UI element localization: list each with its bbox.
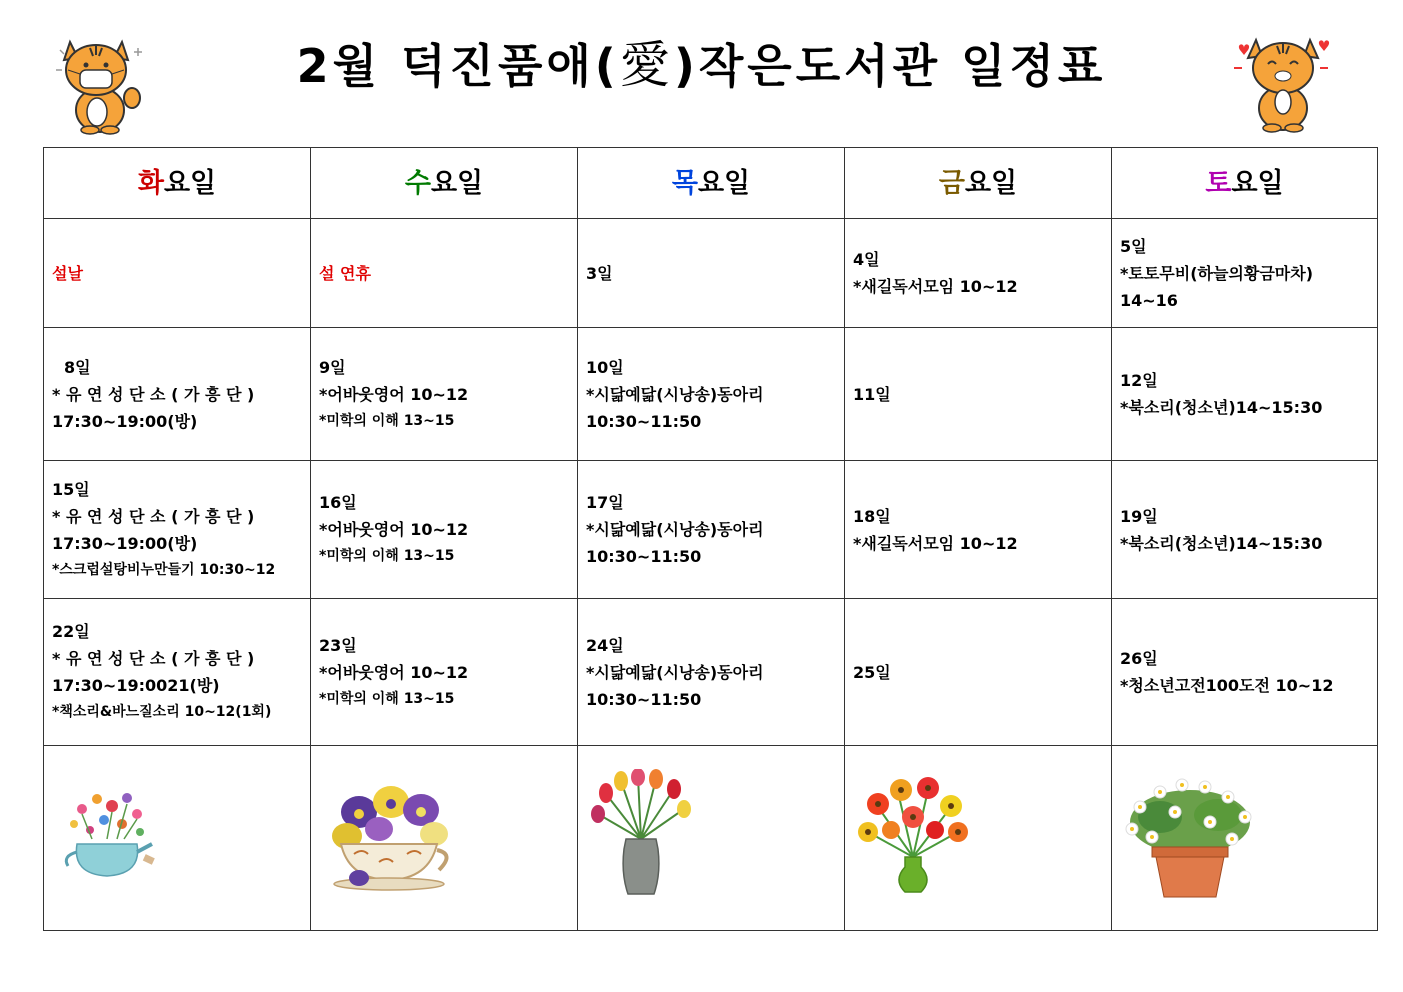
day-cell xyxy=(1112,219,1378,328)
event-line: 17:30~19:0021(방) xyxy=(52,676,220,695)
day-cell xyxy=(578,461,845,599)
event-line: *미학의 이해 13~15 xyxy=(319,412,455,429)
event-line: 14~16 xyxy=(1120,290,1178,310)
day-label: 23일 xyxy=(319,635,357,655)
day-label: 9일 xyxy=(319,357,346,377)
event-line: 10:30~11:50 xyxy=(586,689,702,709)
tiger-mascot-right xyxy=(1228,28,1338,133)
event-line: *스크럽설탕비누만들기 10:30~12 xyxy=(52,561,276,578)
flower-cell xyxy=(44,746,311,931)
header-saturday xyxy=(1112,148,1378,219)
flower-cell xyxy=(1112,746,1378,931)
header-friday xyxy=(845,148,1112,219)
day-label: 10일 xyxy=(586,357,624,377)
event-line: *어바웃영어 10~12 xyxy=(319,520,469,539)
schedule-table xyxy=(43,147,1378,931)
event-line: 10:30~11:50 xyxy=(586,547,702,566)
event-line: 17:30~19:00(방) xyxy=(52,411,198,431)
day-cell xyxy=(311,461,578,599)
header-day-suffix: 요일 xyxy=(1231,167,1284,199)
event-line: *미학의 이해 13~15 xyxy=(319,690,455,707)
week-row-4 xyxy=(44,599,1378,746)
page-title xyxy=(0,30,1403,101)
day-label: 24일 xyxy=(586,635,624,655)
event-line: *책소리&바느질소리 10~12(1회) xyxy=(52,704,272,720)
header-row xyxy=(44,148,1378,219)
day-cell xyxy=(1112,599,1378,746)
event-line: *시닮예닮(시낭송)동아리 xyxy=(586,384,764,404)
day-cell xyxy=(44,328,311,461)
gerbera-vase-image xyxy=(853,772,973,897)
day-label: 8일 xyxy=(64,357,91,377)
flower-cell xyxy=(578,746,845,931)
header-day-suffix: 요일 xyxy=(430,167,484,199)
day-label: 16일 xyxy=(319,493,357,512)
event-line: *토토무비(하늘의황금마차) xyxy=(1120,263,1314,283)
day-label: 12일 xyxy=(1120,371,1158,390)
event-line: *시닮예닮(시낭송)동아리 xyxy=(586,662,764,682)
day-cell xyxy=(44,219,311,328)
tiger-mascot-left xyxy=(50,30,150,135)
header-day-initial: 수 xyxy=(404,167,431,199)
day-label: 5일 xyxy=(1120,236,1147,256)
teapot-flowers-image xyxy=(52,784,162,884)
week-row-2 xyxy=(44,328,1378,461)
day-label: 26일 xyxy=(1120,649,1158,668)
week-row-3 xyxy=(44,461,1378,599)
header-day-initial: 화 xyxy=(137,167,164,199)
day-cell xyxy=(311,599,578,746)
event-line: * 유 연 성 단 소 ( 가 흥 단 ) xyxy=(52,506,255,526)
day-cell xyxy=(578,328,845,461)
event-line: *시닮예닮(시낭송)동아리 xyxy=(586,520,764,539)
day-cell xyxy=(845,599,1112,746)
event-line: *북소리(청소년)14~15:30 xyxy=(1120,533,1323,553)
daisy-pot-image xyxy=(1120,767,1260,902)
day-label: 18일 xyxy=(853,506,891,526)
day-cell xyxy=(1112,328,1378,461)
header-tuesday xyxy=(44,148,311,219)
day-cell xyxy=(1112,461,1378,599)
header-wednesday xyxy=(311,148,578,219)
event-line: *어바웃영어 10~12 xyxy=(319,662,469,682)
event-line: *청소년고전100도전 10~12 xyxy=(1120,676,1334,695)
event-line: * 유 연 성 단 소 ( 가 흥 단 ) xyxy=(52,384,255,404)
event-line: *어바웃영어 10~12 xyxy=(319,384,469,404)
day-cell xyxy=(578,219,845,328)
event-line: *북소리(청소년)14~15:30 xyxy=(1120,398,1323,417)
day-cell xyxy=(578,599,845,746)
day-label: 15일 xyxy=(52,479,90,499)
event-line: *새길독서모임 10~12 xyxy=(853,533,1018,553)
day-cell xyxy=(44,599,311,746)
tulip-vase-image xyxy=(586,769,696,899)
header-day-suffix: 요일 xyxy=(964,167,1018,199)
header-day-initial: 토 xyxy=(1205,167,1232,199)
week-row-1 xyxy=(44,219,1378,328)
day-label: 17일 xyxy=(586,493,624,512)
event-line: *미학의 이해 13~15 xyxy=(319,548,455,564)
day-cell xyxy=(311,328,578,461)
title-after: )작은도서관 일정표 xyxy=(673,39,1107,93)
day-cell xyxy=(311,219,578,328)
header-day-initial: 목 xyxy=(671,167,698,199)
day-label: 3일 xyxy=(586,263,613,283)
header-day-suffix: 요일 xyxy=(163,167,217,199)
pansy-teacup-image xyxy=(319,774,459,894)
day-cell xyxy=(44,461,311,599)
day-label: 19일 xyxy=(1120,506,1158,526)
day-label: 11일 xyxy=(853,384,891,404)
event-line: * 유 연 성 단 소 ( 가 흥 단 ) xyxy=(52,649,255,668)
header-day-initial: 금 xyxy=(938,167,965,199)
title-love-char: 愛 xyxy=(619,36,674,94)
flower-cell xyxy=(311,746,578,931)
header-thursday xyxy=(578,148,845,219)
day-cell xyxy=(845,219,1112,328)
flower-row xyxy=(44,746,1378,931)
day-label: 4일 xyxy=(853,250,880,269)
day-cell xyxy=(845,328,1112,461)
title-before: 2월 덕진품애( xyxy=(296,39,620,93)
flower-cell xyxy=(845,746,1112,931)
day-label: 설 연휴 xyxy=(319,263,371,283)
event-line: 10:30~11:50 xyxy=(586,411,702,431)
day-cell xyxy=(845,461,1112,599)
header-day-suffix: 요일 xyxy=(697,167,751,199)
day-label: 22일 xyxy=(52,622,90,641)
day-label: 25일 xyxy=(853,662,891,682)
event-line: 17:30~19:00(방) xyxy=(52,533,198,553)
event-line: *새길독서모임 10~12 xyxy=(853,277,1018,296)
day-label: 설날 xyxy=(52,263,83,283)
